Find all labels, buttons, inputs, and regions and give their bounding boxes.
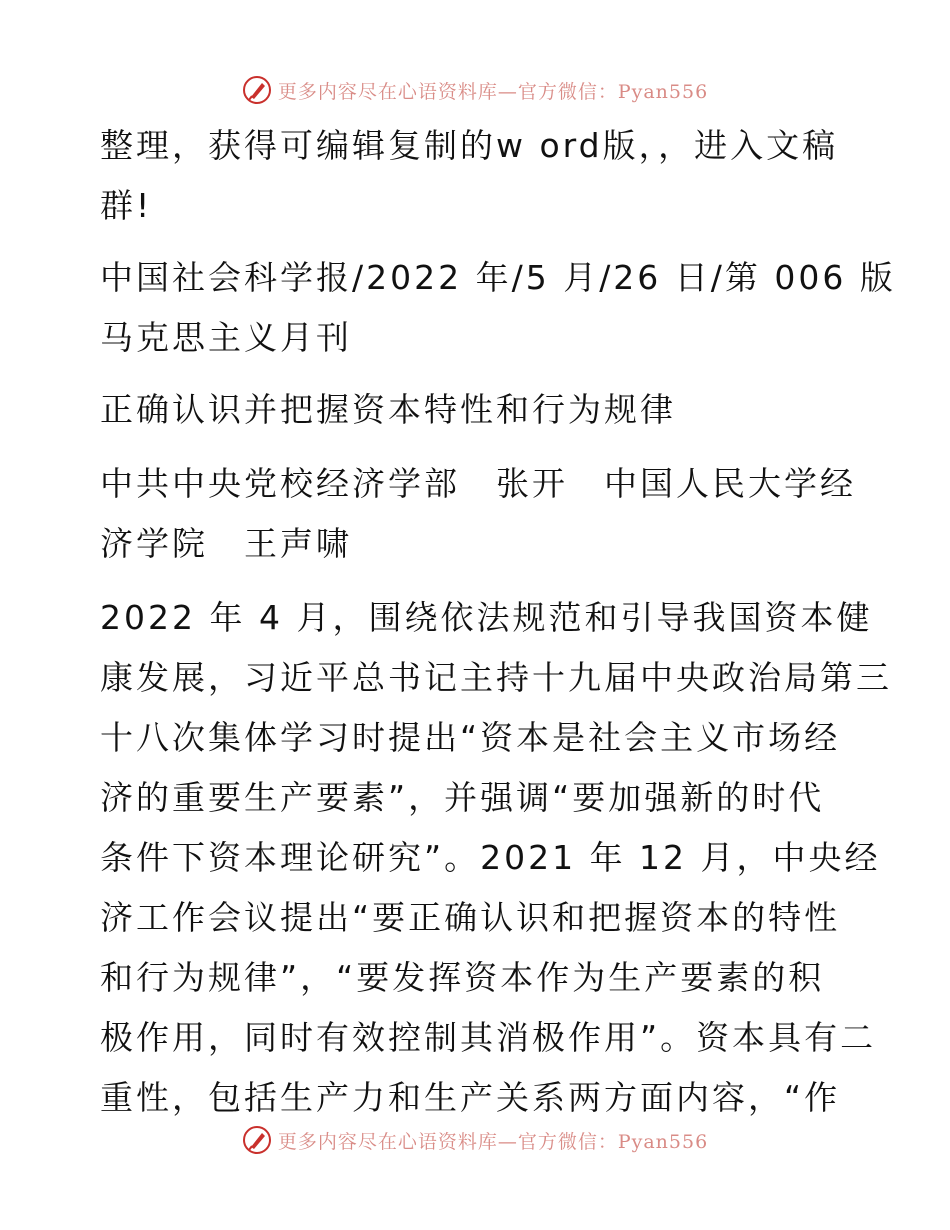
quill-pen-logo-icon: [242, 75, 272, 105]
watermark-footer: [0, 1120, 950, 1160]
text-line: 中国社会科学报/2022 年/5 月/26 日/第 006 版: [100, 258, 896, 297]
text-line: 马克思主义月刊: [100, 318, 352, 357]
text-line: 正确认识并把握资本特性和行为规律: [100, 390, 676, 429]
text-line: 群!: [100, 186, 153, 225]
text-line: 济的重要生产要素”，并强调“要加强新的时代: [100, 778, 825, 817]
watermark-text: 更多内容尽在心语资料库—官方微信：Pyan556: [277, 1130, 709, 1153]
quill-pen-logo-icon: [242, 1125, 272, 1155]
text-line: 极作用，同时有效控制其消极作用”。资本具有二: [100, 1018, 877, 1057]
text-line: 中共中央党校经济学部 张开 中国人民大学经: [100, 464, 856, 503]
text-line: 康发展，习近平总书记主持十九届中央政治局第三: [100, 658, 892, 697]
text-line: 济学院 王声啸: [100, 524, 352, 563]
text-line: 和行为规律”，“要发挥资本作为生产要素的积: [100, 958, 825, 997]
text-line: 整理，获得可编辑复制的w ord版，，进入文稿: [100, 126, 839, 165]
text-line: 重性，包括生产力和生产关系两方面内容，“作: [100, 1078, 841, 1117]
watermark-text: 更多内容尽在心语资料库—官方微信：Pyan556: [277, 80, 709, 103]
text-line: 条件下资本理论研究”。2021 年 12 月，中央经: [100, 838, 881, 877]
text-line: 十八次集体学习时提出“资本是社会主义市场经: [100, 718, 841, 757]
text-line: 济工作会议提出“要正确认识和把握资本的特性: [100, 898, 841, 937]
watermark-header: [0, 70, 950, 110]
text-line: 2022 年 4 月，围绕依法规范和引导我国资本健: [100, 598, 873, 637]
